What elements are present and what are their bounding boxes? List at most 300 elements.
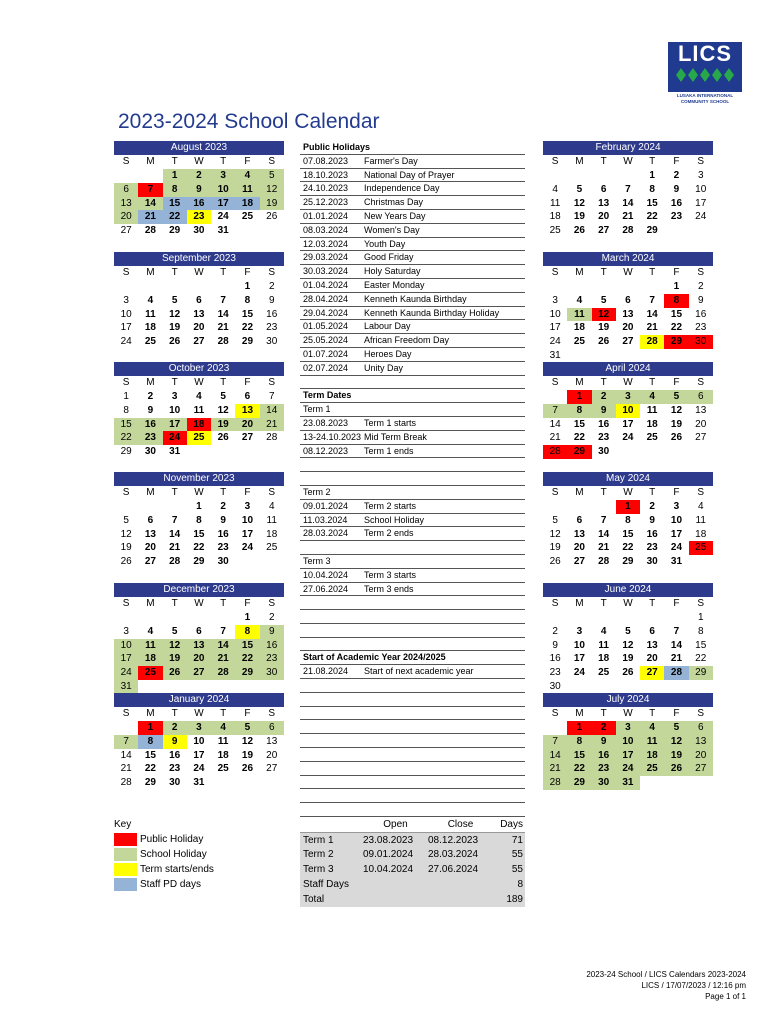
day-header: M xyxy=(575,377,584,388)
month-header: October 2023 xyxy=(114,362,284,376)
day-cell: 3 xyxy=(171,391,178,402)
day-cell xyxy=(543,169,567,183)
day-cell: 14 xyxy=(169,528,181,540)
day-cell: 29 xyxy=(622,556,634,568)
key-swatch xyxy=(114,833,137,846)
table-cell: 10.04.2024 xyxy=(363,864,414,875)
week-row xyxy=(114,652,284,666)
day-cell: 30 xyxy=(193,225,205,237)
day-cell: 1 xyxy=(163,169,187,183)
day-cell: 20 xyxy=(193,322,205,334)
table-cell xyxy=(428,877,493,892)
item-name: Term 3 ends xyxy=(364,583,414,594)
day-cell: 3 xyxy=(616,390,640,404)
item-date: 13-24.10.2023 xyxy=(303,431,362,442)
day-cell: 17 xyxy=(193,749,205,761)
day-header: F xyxy=(673,267,680,278)
table-cell xyxy=(363,892,428,907)
legend-key xyxy=(114,818,214,892)
day-cell: 22 xyxy=(573,432,585,444)
day-cell: 28 xyxy=(598,556,610,568)
day-cell: 19 xyxy=(622,653,634,665)
day-cell: 18 xyxy=(217,749,229,761)
day-cell: 22 xyxy=(144,763,156,775)
day-cell: 25 xyxy=(598,667,610,679)
item-date: 28.04.2024 xyxy=(303,293,349,304)
day-header: S xyxy=(551,598,559,609)
page-title: 2023-2024 School Calendar xyxy=(118,110,380,133)
day-cell: 9 xyxy=(268,294,275,306)
day-cell: 1 xyxy=(123,391,129,402)
day-cell: 15 xyxy=(695,639,707,651)
list-item xyxy=(300,334,525,348)
day-cell: 24 xyxy=(114,666,138,680)
day-cell xyxy=(163,611,187,625)
day-cell: 29 xyxy=(235,666,259,680)
day-cell: 19 xyxy=(670,418,683,430)
day-cell: 7 xyxy=(220,294,226,306)
day-headers xyxy=(114,376,284,390)
day-cell: 1 xyxy=(616,500,640,514)
day-cell: 17 xyxy=(120,322,132,334)
day-cell: 23 xyxy=(592,762,616,776)
day-header: T xyxy=(649,708,656,719)
month-header: March 2024 xyxy=(543,252,713,266)
item-date: 24.10.2023 xyxy=(303,183,349,194)
table-cell xyxy=(363,877,428,892)
day-cell xyxy=(616,680,640,694)
day-cell: 20 xyxy=(598,211,610,223)
day-cell: 24 xyxy=(616,762,640,776)
day-header: S xyxy=(122,156,130,167)
day-cell: 15 xyxy=(235,639,259,653)
day-cell: 10 xyxy=(241,514,254,526)
day-cell xyxy=(689,445,713,459)
day-cell: 16 xyxy=(187,197,211,211)
day-cell: 12 xyxy=(670,404,683,416)
day-cell: 5 xyxy=(576,183,583,195)
item-date: 23.08.2023 xyxy=(303,417,349,428)
day-header: M xyxy=(575,487,584,498)
list-item xyxy=(300,514,525,528)
day-headers xyxy=(543,376,713,390)
table-cell: 71 xyxy=(511,835,523,846)
week-row xyxy=(543,183,713,197)
day-cell: 25 xyxy=(187,431,211,445)
day-cell: 11 xyxy=(598,639,609,651)
day-cell xyxy=(138,680,162,694)
day-cell: 27 xyxy=(193,336,205,348)
day-cell: 7 xyxy=(600,514,607,526)
day-cell: 27 xyxy=(640,666,664,680)
day-cell: 28 xyxy=(622,225,634,237)
day-cell: 28 xyxy=(640,335,664,349)
day-cell: 16 xyxy=(646,528,658,540)
day-cell: 13 xyxy=(689,735,713,749)
table-cell: 23.08.2023 xyxy=(363,835,414,846)
day-header: S xyxy=(122,598,130,609)
week-row xyxy=(543,528,713,542)
week-row xyxy=(114,431,284,445)
day-cell: 21 xyxy=(211,652,235,666)
day-cell: 11 xyxy=(145,308,156,320)
day-header: M xyxy=(146,487,155,498)
day-cell xyxy=(114,611,138,625)
day-cell: 28 xyxy=(211,666,235,680)
day-cell: 18 xyxy=(695,528,707,540)
day-cell xyxy=(163,680,187,694)
day-cell xyxy=(567,349,591,363)
day-header: M xyxy=(146,708,155,719)
day-cell: 8 xyxy=(138,735,162,749)
day-cell: 10 xyxy=(616,735,640,749)
day-cell: 24 xyxy=(120,336,132,348)
day-cell: 15 xyxy=(163,197,187,211)
day-cell: 26 xyxy=(120,556,132,568)
month-calendar xyxy=(114,252,284,349)
week-row xyxy=(114,500,284,514)
day-cell: 3 xyxy=(616,721,640,735)
key-title: Key xyxy=(114,819,132,830)
day-cell: 15 xyxy=(646,197,658,209)
day-cell: 1 xyxy=(138,721,162,735)
day-header: S xyxy=(697,487,705,498)
day-cell: 27 xyxy=(689,762,713,776)
day-cell: 26 xyxy=(664,762,688,776)
table-cell: Term 2 xyxy=(303,849,334,860)
day-cell xyxy=(616,445,640,459)
day-cell: 27 xyxy=(241,432,254,444)
day-cell: 11 xyxy=(646,404,658,416)
day-header: M xyxy=(146,156,155,167)
month-header: January 2024 xyxy=(114,693,284,707)
day-cell: 23 xyxy=(695,322,707,334)
list-section-header xyxy=(300,389,525,403)
list-item xyxy=(300,500,525,514)
day-header: S xyxy=(551,267,559,278)
day-cell: 19 xyxy=(163,652,187,666)
day-header: W xyxy=(623,708,633,719)
footer-line-1: 2023-24 School / LICS Calendars 2023-2024 xyxy=(586,970,746,979)
table-row xyxy=(300,877,525,892)
day-cell: 7 xyxy=(171,514,178,526)
week-row xyxy=(114,294,284,308)
list-item xyxy=(300,265,525,279)
blank-row xyxy=(300,803,525,817)
day-cell xyxy=(187,680,211,694)
list-item xyxy=(300,417,525,431)
day-cell: 11 xyxy=(266,514,277,526)
day-cell: 22 xyxy=(646,211,658,223)
day-cell: 30 xyxy=(646,556,658,568)
day-cell: 29 xyxy=(144,777,156,789)
month-header: July 2024 xyxy=(543,693,713,707)
item-name: Farmer's Day xyxy=(364,155,418,166)
day-cell: 3 xyxy=(576,625,583,637)
day-cell: 4 xyxy=(552,183,558,195)
blank-row xyxy=(300,789,525,803)
day-cell: 14 xyxy=(120,749,132,761)
day-cell: 22 xyxy=(695,653,707,665)
day-cell: 18 xyxy=(235,197,259,211)
day-cell: 6 xyxy=(260,721,284,735)
day-cell xyxy=(138,280,162,294)
day-cell: 13 xyxy=(187,639,211,653)
key-item xyxy=(114,847,214,862)
day-cell: 24 xyxy=(163,431,187,445)
item-date: 07.08.2023 xyxy=(303,155,349,166)
day-cell: 21 xyxy=(598,542,610,554)
day-cell: 26 xyxy=(598,336,610,348)
week-row xyxy=(114,776,284,790)
week-row xyxy=(543,280,713,294)
blank-row xyxy=(300,596,525,610)
day-header: F xyxy=(673,487,680,498)
day-cell: 24 xyxy=(193,763,205,775)
day-cell: 28 xyxy=(543,776,567,790)
day-cell: 16 xyxy=(138,418,162,432)
day-cell: 27 xyxy=(187,666,211,680)
week-row xyxy=(543,749,713,763)
day-cell: 30 xyxy=(260,666,284,680)
day-cell: 19 xyxy=(260,197,284,211)
item-name: Term 2 ends xyxy=(364,528,414,539)
day-cell: 18 xyxy=(640,749,664,763)
day-cell: 4 xyxy=(640,721,664,735)
day-cell: 12 xyxy=(163,639,187,653)
day-cell xyxy=(640,349,664,363)
day-cell: 25 xyxy=(549,225,561,237)
day-cell: 5 xyxy=(552,514,558,526)
key-label: Staff PD days xyxy=(140,879,201,890)
day-header: T xyxy=(171,377,178,388)
day-cell: 15 xyxy=(573,418,585,430)
item-name: Kenneth Kaunda Birthday xyxy=(364,293,467,304)
list-item xyxy=(300,569,525,583)
day-cell: 18 xyxy=(138,652,162,666)
day-cell: 1 xyxy=(649,170,655,181)
day-cell: 16 xyxy=(598,418,610,430)
day-cell xyxy=(211,776,235,790)
day-cell: 2 xyxy=(268,612,275,623)
day-cell: 19 xyxy=(598,322,610,334)
week-row xyxy=(114,404,284,418)
day-cell: 10 xyxy=(193,735,205,747)
day-header: M xyxy=(575,598,584,609)
day-cell: 21 xyxy=(217,322,229,334)
day-header: W xyxy=(194,487,204,498)
day-cell: 30 xyxy=(598,446,610,458)
day-cell: 6 xyxy=(244,391,251,402)
day-cell: 3 xyxy=(244,501,251,512)
day-cell: 2 xyxy=(592,390,616,404)
logo-diamonds-icon xyxy=(668,68,742,82)
day-cell xyxy=(664,680,688,694)
day-cell: 16 xyxy=(592,749,616,763)
day-cell xyxy=(592,500,616,514)
day-cell xyxy=(114,169,138,183)
item-date: 25.12.2023 xyxy=(303,197,349,208)
blank-row xyxy=(300,376,525,390)
day-header: T xyxy=(649,377,656,388)
day-header: W xyxy=(623,377,633,388)
day-cell: 21 xyxy=(549,432,561,444)
day-header: T xyxy=(649,267,656,278)
day-cell: 1 xyxy=(673,281,680,292)
item-name: Mid Term Break xyxy=(364,431,427,442)
day-cell: 6 xyxy=(114,183,138,197)
day-cell: 17 xyxy=(622,418,634,430)
week-row xyxy=(114,210,284,224)
day-cell: 28 xyxy=(217,336,229,348)
day-cell: 6 xyxy=(576,514,583,526)
day-cell xyxy=(664,776,688,790)
item-name: Term 2 starts xyxy=(364,500,417,511)
day-cell: 29 xyxy=(567,776,591,790)
table-cell: 189 xyxy=(506,894,523,905)
day-cell: 23 xyxy=(169,763,181,775)
day-cell: 30 xyxy=(689,335,713,349)
table-row xyxy=(300,832,525,847)
day-cell: 6 xyxy=(196,294,202,306)
week-row xyxy=(114,555,284,569)
week-row xyxy=(114,308,284,322)
week-row xyxy=(543,721,713,735)
day-header: T xyxy=(600,156,607,167)
table-cell: 55 xyxy=(511,849,523,860)
day-cell: 8 xyxy=(664,294,688,308)
month-calendar xyxy=(114,362,284,459)
day-cell: 17 xyxy=(163,418,187,432)
day-cell: 5 xyxy=(664,721,688,735)
day-cell: 6 xyxy=(147,514,154,526)
day-cell: 20 xyxy=(266,749,278,761)
day-cell xyxy=(235,224,259,238)
footer-line-2: LICS / 17/07/2023 / 12:16 pm xyxy=(641,981,746,990)
day-cell xyxy=(235,680,259,694)
logo-text: LICS xyxy=(677,41,733,66)
week-row xyxy=(543,555,713,569)
day-cell: 31 xyxy=(193,777,205,789)
day-cell: 21 xyxy=(622,211,634,223)
day-header: S xyxy=(268,156,276,167)
day-cell: 13 xyxy=(114,197,138,211)
week-row xyxy=(543,224,713,238)
day-header: W xyxy=(194,708,204,719)
day-cell xyxy=(592,169,616,183)
table-cell: Total xyxy=(303,894,325,905)
day-cell: 5 xyxy=(123,514,129,526)
list-item xyxy=(300,307,525,321)
list-item xyxy=(300,665,525,679)
day-cell: 4 xyxy=(576,294,583,306)
key-item xyxy=(114,832,214,847)
day-cell: 4 xyxy=(196,391,202,402)
day-cell: 12 xyxy=(664,735,688,749)
day-cell: 12 xyxy=(217,404,229,416)
day-cell: 8 xyxy=(567,735,591,749)
table-cell: Staff Days xyxy=(303,879,349,890)
day-cell xyxy=(235,555,259,569)
blank-row xyxy=(300,679,525,693)
day-cell xyxy=(235,776,259,790)
day-cell: 14 xyxy=(543,749,567,763)
day-cell xyxy=(689,776,713,790)
day-cell: 18 xyxy=(598,653,610,665)
day-cell xyxy=(543,500,567,514)
day-cell: 26 xyxy=(266,211,278,223)
item-name: National Day of Prayer xyxy=(364,169,455,180)
day-cell: 17 xyxy=(114,652,138,666)
table-header-cell: Close xyxy=(447,819,474,830)
day-cell: 29 xyxy=(567,445,591,459)
day-cell: 4 xyxy=(600,625,607,637)
day-cell xyxy=(640,776,664,790)
day-cell: 26 xyxy=(622,667,634,679)
day-header: M xyxy=(575,156,584,167)
day-cell: 25 xyxy=(144,336,156,348)
day-header: S xyxy=(268,267,276,278)
day-cell: 18 xyxy=(646,418,658,430)
table-cell: 8 xyxy=(517,879,523,890)
day-cell: 19 xyxy=(573,211,585,223)
day-cell: 5 xyxy=(220,391,226,402)
day-header: F xyxy=(673,156,680,167)
table-cell: 09.01.2024 xyxy=(363,849,414,860)
item-date: 29.04.2024 xyxy=(303,307,349,318)
month-header: May 2024 xyxy=(543,472,713,486)
day-header: F xyxy=(244,267,251,278)
day-cell xyxy=(664,611,688,625)
month-calendar xyxy=(543,252,713,363)
week-row xyxy=(543,294,713,308)
day-cell: 3 xyxy=(552,294,558,306)
item-name: School Holiday xyxy=(364,514,425,525)
item-date: 01.04.2024 xyxy=(303,279,349,290)
day-header: T xyxy=(171,156,178,167)
month-header: September 2023 xyxy=(114,252,284,266)
day-cell: 9 xyxy=(260,625,284,639)
day-cell: 7 xyxy=(114,735,138,749)
day-cell: 1 xyxy=(196,501,202,512)
item-name: Heroes Day xyxy=(364,348,412,359)
day-cell: 19 xyxy=(211,418,235,432)
list-section-header xyxy=(300,651,525,665)
day-cell xyxy=(187,280,211,294)
day-cell: 20 xyxy=(114,210,138,224)
day-cell: 23 xyxy=(598,432,610,444)
day-cell: 29 xyxy=(120,446,132,458)
day-cell: 26 xyxy=(670,432,683,444)
day-cell: 3 xyxy=(697,170,704,181)
day-cell: 21 xyxy=(260,418,284,432)
week-row xyxy=(543,625,713,639)
week-row xyxy=(543,680,713,694)
day-cell: 16 xyxy=(695,308,707,320)
day-cell xyxy=(592,680,616,694)
day-cell: 2 xyxy=(592,721,616,735)
day-headers xyxy=(114,707,284,721)
logo-box xyxy=(668,42,742,92)
day-cell: 21 xyxy=(670,653,683,665)
day-cell: 17 xyxy=(695,197,707,209)
list-item xyxy=(300,320,525,334)
day-cell: 24 xyxy=(695,211,707,223)
day-cell: 10 xyxy=(169,404,181,416)
day-cell xyxy=(163,280,187,294)
day-cell xyxy=(260,776,284,790)
day-header: W xyxy=(623,267,633,278)
